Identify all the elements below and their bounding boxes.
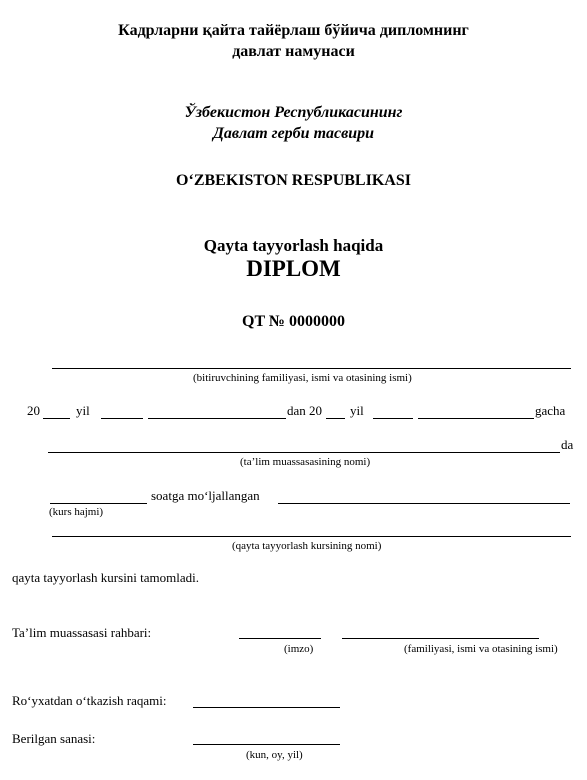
year-blank-1 — [43, 418, 70, 419]
emblem-note-line-2: Давлат герби тасвири — [212, 125, 375, 142]
institution-line — [48, 452, 560, 453]
day-blank-1 — [101, 418, 143, 419]
issued-date-line — [193, 744, 340, 745]
diploma-number: QT № 0000000 — [242, 313, 345, 330]
header-line-2: давлат намунаси — [232, 43, 355, 60]
da-label: da — [561, 437, 574, 452]
yil-label-1: yil — [76, 403, 90, 418]
header-line-1: Кадрларни қайта тайёрлаш бўйича дипломнинг — [118, 22, 469, 39]
diploma-title: DIPLOM — [246, 256, 341, 281]
graduate-name-line — [52, 368, 571, 369]
month-blank-1 — [148, 418, 286, 419]
emblem-note-line-1: Ўзбекистон Республикасининг — [184, 104, 403, 121]
year-prefix-1: 20 — [27, 403, 40, 418]
month-blank-2 — [418, 418, 534, 419]
year-blank-2 — [326, 418, 345, 419]
registration-label: Ro‘yxatdan o‘tkazish raqami: — [12, 693, 167, 708]
head-name-line — [342, 638, 539, 639]
dan-20-label: dan 20 — [287, 403, 323, 418]
signature-caption: (imzo) — [284, 643, 314, 655]
head-label: Ta’lim muassasasi rahbari: — [12, 625, 152, 640]
hours-purpose-line — [278, 503, 570, 504]
day-blank-2 — [373, 418, 413, 419]
course-volume-line — [50, 503, 147, 504]
yil-label-2: yil — [350, 403, 364, 418]
registration-line — [193, 707, 340, 708]
date-caption: (kun, oy, yil) — [246, 749, 303, 761]
graduate-name-caption: (bitiruvchining familiyasi, ismi va otasining ismi) — [193, 372, 412, 384]
republic-title: O‘ZBEKISTON RESPUBLIKASI — [176, 172, 411, 189]
course-name-caption: (qayta tayyorlash kursining nomi) — [232, 540, 382, 552]
issued-label: Berilgan sanasi: — [12, 731, 96, 746]
gacha-label: gacha — [535, 403, 566, 418]
head-name-caption: (familiyasi, ismi va otasining ismi) — [404, 643, 558, 655]
completed-text: qayta tayyorlash kursini tamomladi. — [12, 570, 200, 585]
course-volume-caption: (kurs hajmi) — [49, 506, 104, 518]
soatga-label: soatga mo‘ljallangan — [151, 488, 260, 503]
course-name-line — [52, 536, 571, 537]
signature-line — [239, 638, 321, 639]
diploma-subtitle: Qayta tayyorlash haqida — [203, 236, 384, 255]
institution-caption: (ta’lim muassasasining nomi) — [240, 456, 371, 468]
